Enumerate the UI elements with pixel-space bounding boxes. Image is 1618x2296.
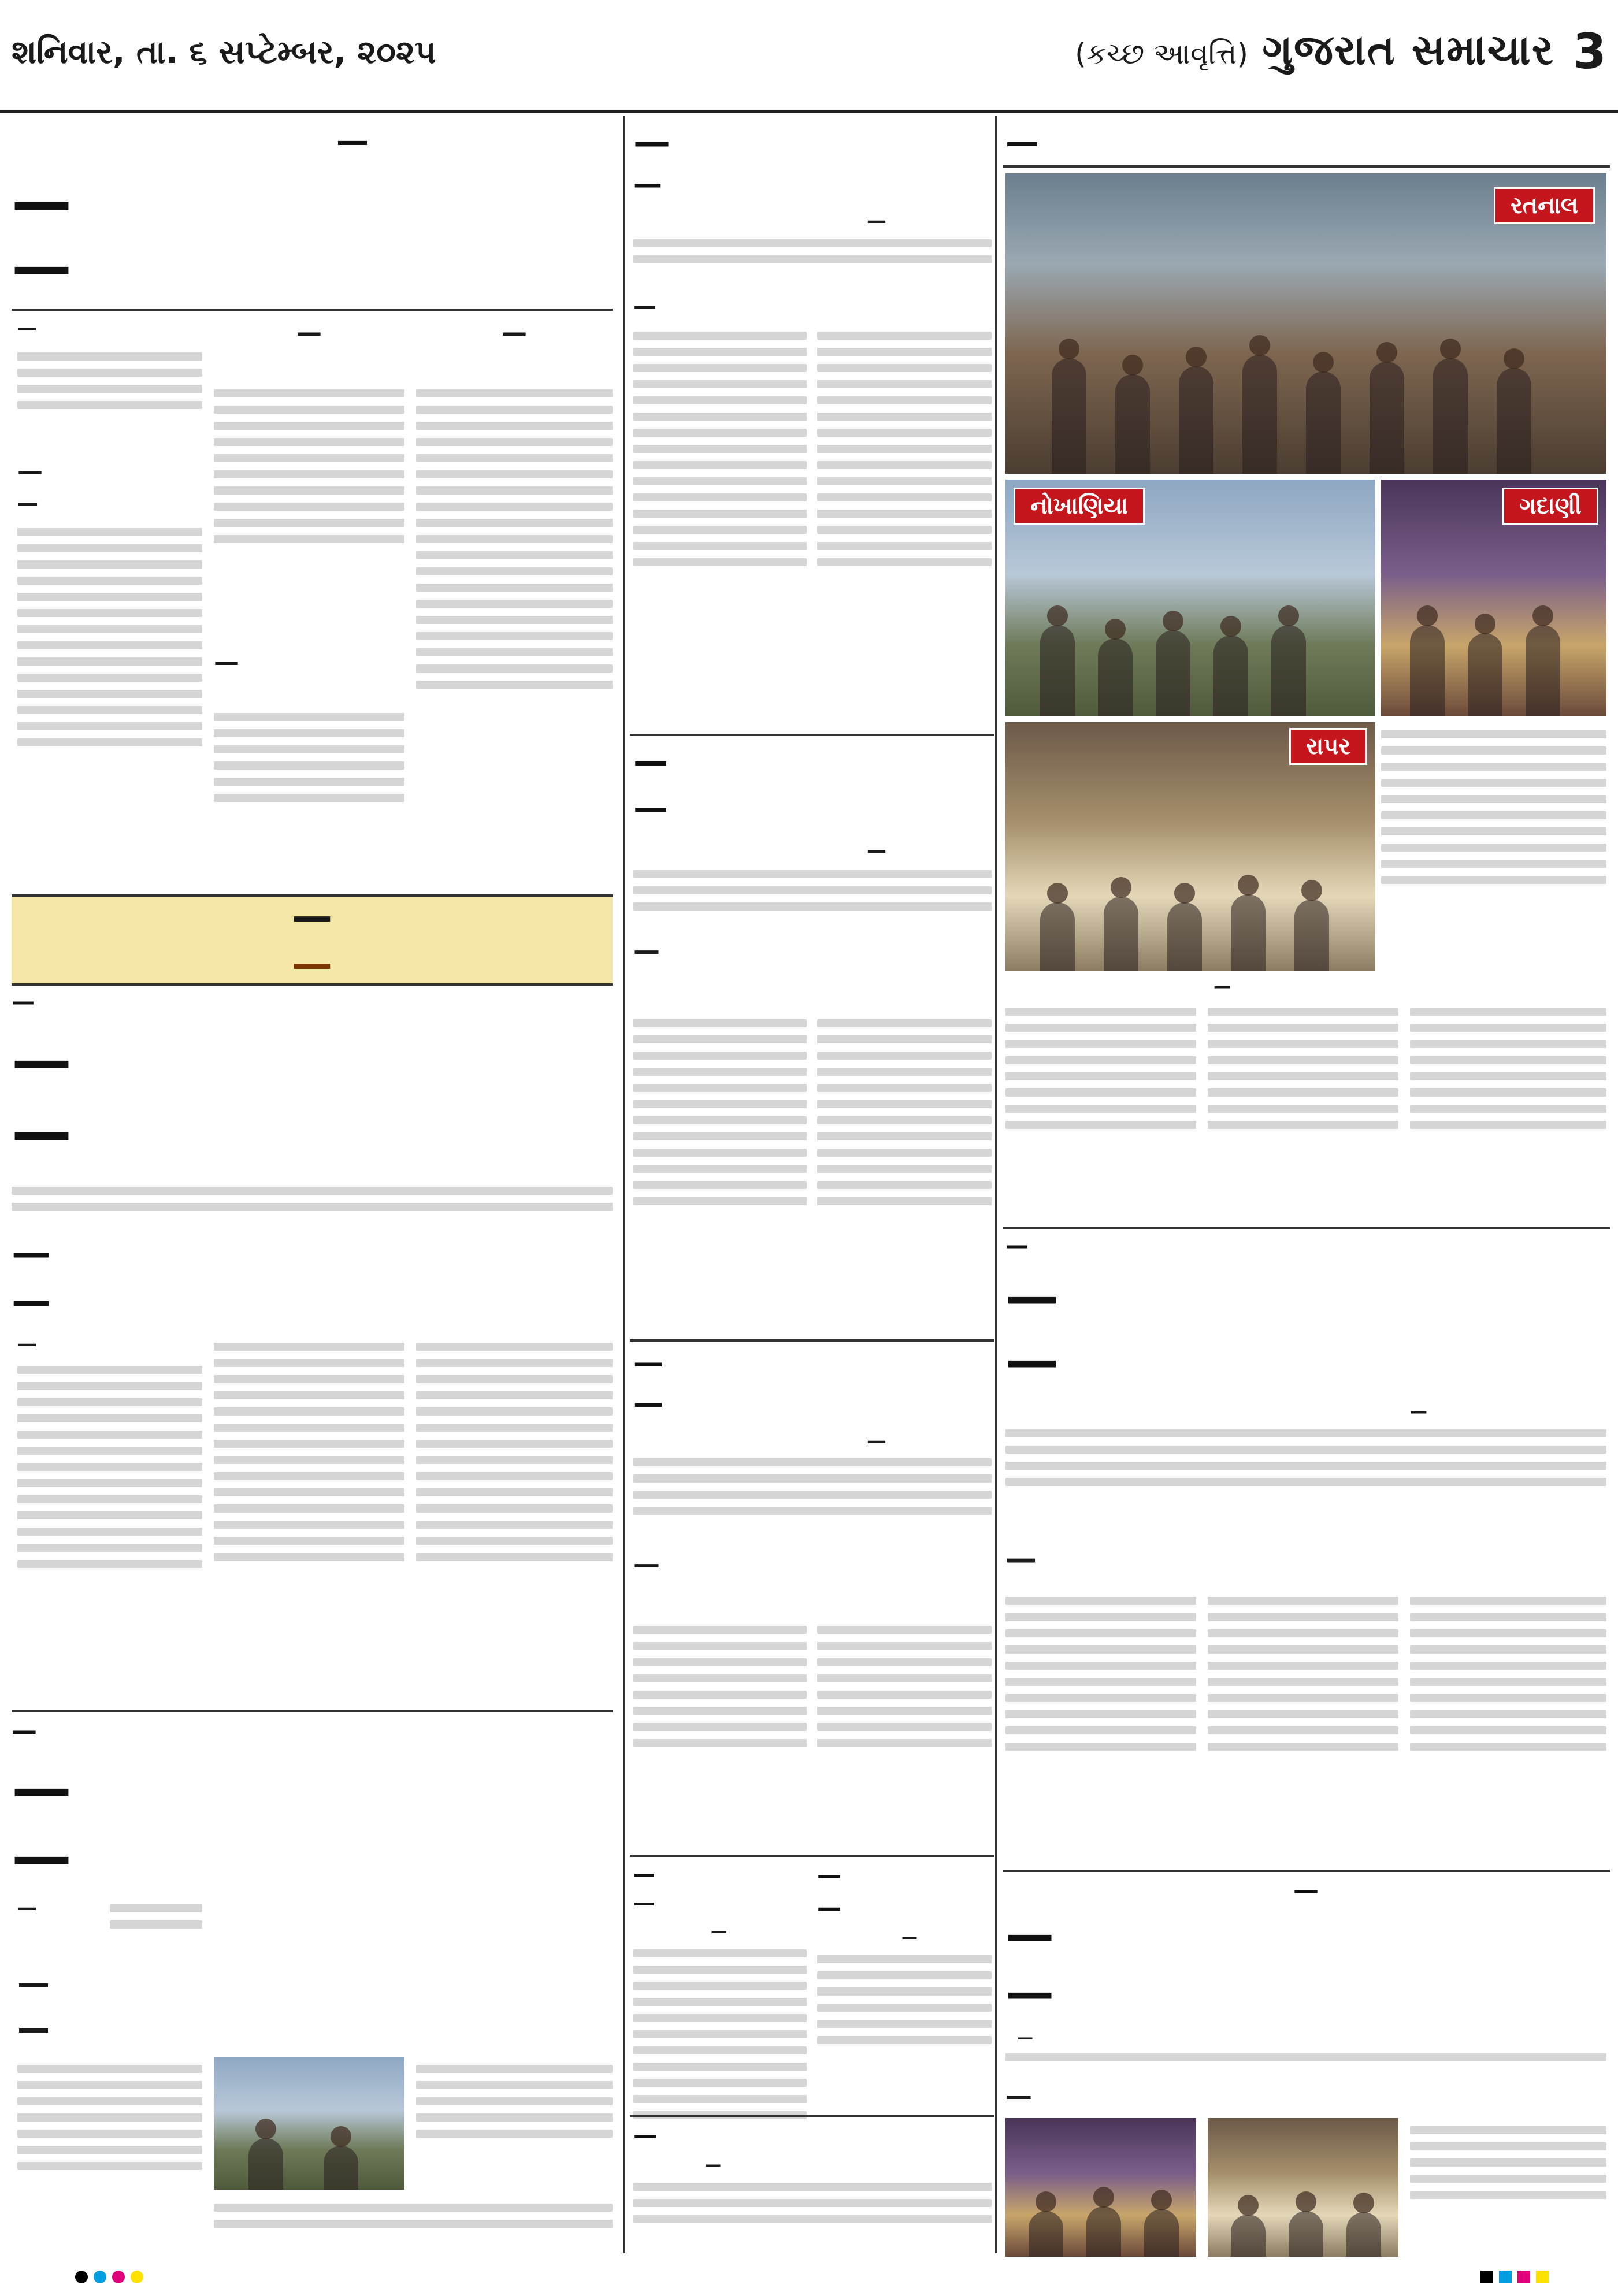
highlight-line-2: — [292,940,332,987]
story-gst-headline-2: — [633,168,662,200]
story-plastic-headline-1: — [633,1346,663,1380]
story-health-body [416,2057,613,2190]
story-vidya-body [1005,1589,1196,1866]
health-photo [214,2057,404,2190]
photo-teachers-day-gadani [1381,480,1606,716]
story-teachers-day-dateline: — [1214,976,1231,997]
story-health-kicker: — [12,1717,37,1745]
story-gst-body [633,324,807,728]
story-dpa-body [633,1011,807,1335]
rule [12,309,613,311]
story-small2-headline-2: — [817,1894,841,1922]
story-health-headline-2: — [12,1822,72,1892]
story-dpa-dateline: — [867,839,886,862]
rule [1003,1870,1610,1872]
photo-teachers-day-ratnal [1005,173,1606,474]
registration-marks [1480,2271,1549,2283]
story-main-sub-1: — [17,456,43,486]
story-award-kicker: — [1293,1877,1319,1905]
story-teachers-day-body [1208,1000,1398,1219]
rule [630,734,994,736]
rule [12,1710,613,1712]
photo-label-nokhaniya: નોખાણિયા [1014,488,1145,525]
story-small2-body [817,1947,992,2109]
story-award-body [1410,2118,1606,2257]
story-health-body [17,2057,202,2253]
story-health-sub-2: — [17,2010,50,2048]
story-gst-headline-1: — [633,121,670,164]
story-main-body [416,381,613,890]
story-small2-headline-1: — [817,1862,841,1889]
story-main-headline-1: — [12,168,72,237]
rule [630,2115,994,2117]
story-cricket-headline: — [633,2122,658,2149]
story-dpa-headline-2: — [633,788,668,828]
story-child-headline-1: — [12,1026,72,1095]
story-cricket-body [633,2175,992,2256]
story-child-kicker: — [12,989,35,1015]
photo-award-stage [1005,2118,1196,2257]
story-main-dateline: — [17,317,37,340]
story-small1-headline-1: — [633,1862,655,1886]
rule [630,1855,994,1857]
story-vidya-headline-1: — [1005,1266,1059,1328]
story-small2-dateline: — [901,1927,918,1946]
story-main-sub-4: — [214,647,239,677]
story-vidya-body [1005,1421,1606,1537]
story-health-headline-1: — [12,1754,72,1823]
story-vidya-body [1208,1589,1398,1866]
masthead-edition: (કચ્છ આવૃત્તિ) [1075,37,1248,70]
story-award-headline-2: — [1005,1964,1054,2020]
story-teachers-day-body [1410,1000,1606,1219]
story-teachers-day-body [1005,1000,1196,1219]
story-health-dateline: — [17,1896,37,1919]
story-main-sub-2: — [17,492,38,515]
rule [630,1339,994,1342]
page-number: 3 [1572,23,1606,80]
story-vidya-kicker: — [1005,1233,1029,1258]
masthead [0,0,1618,113]
column-divider [995,116,997,2253]
story-award-dateline: — [1017,2028,1033,2047]
story-main-highlight [12,894,613,986]
story-plastic-body [817,1618,992,1849]
story-gst-body [817,324,992,728]
story-award-sub: — [1005,2080,1032,2111]
story-plastic-dateline: — [867,1429,886,1452]
story-dpa-body [817,1011,992,1335]
photo-label-gadani: ગદાણી [1502,488,1598,525]
story-teachers-day-body [1381,722,1606,988]
story-plastic-body [633,1450,992,1543]
story-small1-dateline: — [711,1922,727,1941]
rule [1003,165,1610,168]
story-child-headline-4: — [12,1279,51,1324]
masthead-date: શનિવાર, તા. ૬ સપ્ટેમ્બર, ૨૦૨૫ [12,34,436,71]
story-vidya-body [1410,1589,1606,1866]
photo-label-rapar: રાપર [1289,728,1367,765]
story-child-headline-2: — [12,1098,72,1167]
story-dpa-body [633,862,992,931]
story-main-headline-2: — [12,232,72,302]
story-health-body [214,2195,613,2253]
photo-label-ratnal: રતનાલ [1494,187,1595,224]
story-child-body [12,1179,613,1225]
story-main-body [17,520,202,884]
story-cricket-dateline: — [705,2155,721,2174]
story-child-headline-3: — [12,1231,51,1276]
photo-award-hall [1208,2118,1398,2257]
column-divider [623,116,625,2253]
story-child-body [214,1335,404,1704]
story-main-body [214,381,404,647]
story-plastic-sub: — [633,1548,660,1580]
story-gst-body [633,231,992,289]
registration-marks [75,2271,143,2283]
story-main-kicker: — [336,124,369,159]
story-main-sub-3: — [296,318,322,347]
story-vidya-headline-2: — [1005,1330,1059,1391]
story-small1-headline-2: — [633,1890,655,1915]
story-child-dateline: — [17,1332,37,1355]
photo-teachers-day-nokhaniya [1005,480,1375,716]
story-vidya-dateline: — [1410,1402,1427,1422]
story-gst-dateline: — [867,209,886,232]
story-dpa-headline-1: — [633,742,668,782]
highlight-line-1: — [292,893,332,940]
story-plastic-body [633,1618,807,1849]
story-child-body [416,1335,613,1704]
masthead-brand: ગુજરાત સમાચાર [1262,25,1554,74]
story-plastic-headline-2: — [633,1387,663,1421]
rule [1003,1227,1610,1229]
story-main-sub-5: — [502,318,527,347]
story-teachers-day-kicker: — [1005,124,1039,161]
story-health-sub-1: — [17,1965,50,2003]
story-main-body [17,344,202,460]
story-dpa-sub: — [633,935,660,966]
story-main-body [214,705,404,890]
story-award-headline-1: — [1005,1907,1054,1963]
story-vidya-sub: — [1005,1540,1037,1577]
story-child-body [17,1358,202,1704]
photo-teachers-day-rapar [1005,722,1375,971]
story-gst-sub: — [633,293,656,319]
